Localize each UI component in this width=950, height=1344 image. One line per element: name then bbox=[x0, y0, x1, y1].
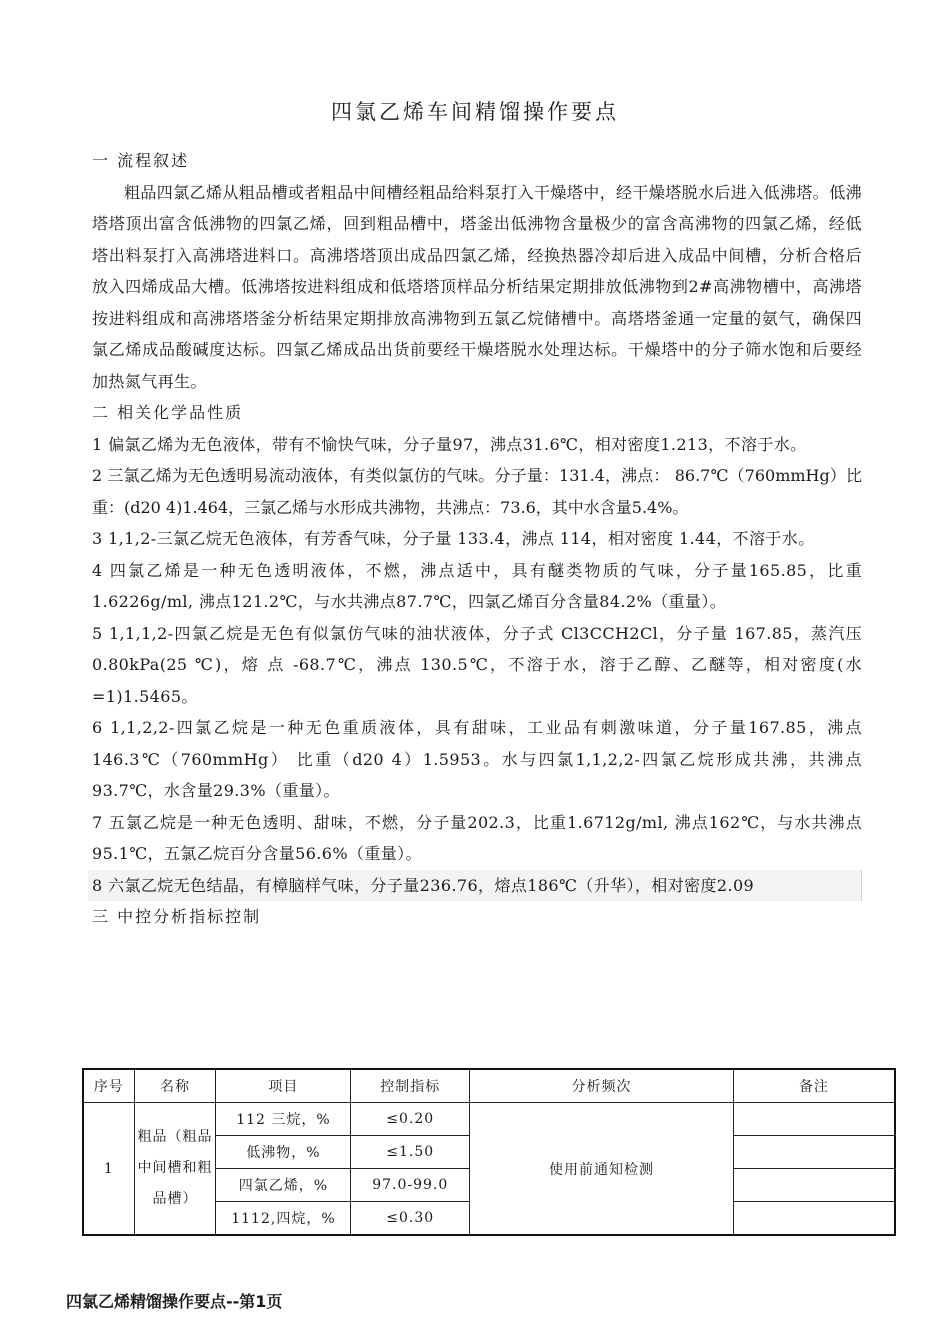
cell-frequency: 使用前通知检测 bbox=[470, 1103, 734, 1236]
property-item-1: 1 偏氯乙烯为无色液体，带有不愉快气味，分子量97，沸点31.6℃，相对密度1.213，不溶于水。 bbox=[92, 434, 807, 454]
page-footer: 四氯乙烯精馏操作要点--第1页 bbox=[66, 1292, 283, 1311]
cell-limit: 97.0-99.0 bbox=[351, 1169, 470, 1202]
cell-limit: ≤1.50 bbox=[351, 1136, 470, 1169]
cell-note bbox=[733, 1202, 895, 1236]
property-item-7: 7 五氯乙烷是一种无色透明、甜味，不燃，分子量202.3，比重1.6712g/ml, 沸点162℃，与水共沸点95.1℃，五氯乙烷百分含量56.6%（重量）。 bbox=[92, 812, 862, 863]
property-item-2: 2 三氯乙烯为无色透明易流动液体，有类似氯仿的气味。分子量：131.4，沸点： 86.7℃（760mmHg）比重：(d20 4)1.464，三氯乙烯与水形成共沸物，共沸点：73.6，其中水含量5.4%。 bbox=[92, 466, 862, 517]
property-item-5: 5 1,1,1,2-四氯乙烷是无色有似氯仿气味的油状液体，分子式 Cl3CCH2Cl，分子量 167.85，蒸汽压 0.80kPa(25 ℃)，熔 点 -68.7℃，沸点 130.5℃，不溶于水，溶于乙醇、乙醚等，相对密度(水=1)1.5465。 bbox=[92, 623, 862, 706]
cell-limit: ≤0.30 bbox=[351, 1202, 470, 1236]
property-item-3: 3 1,1,2-三氯乙烷无色液体，有芳香气味，分子量 133.4，沸点 114，相对密度 1.44，不溶于水。 bbox=[92, 529, 815, 548]
header-item: 项目 bbox=[216, 1069, 351, 1103]
cell-item: 低沸物，% bbox=[216, 1136, 351, 1169]
header-frequency: 分析频次 bbox=[470, 1069, 734, 1103]
cell-item: 四氯乙烯，% bbox=[216, 1169, 351, 1202]
cell-item: 112 三烷，% bbox=[216, 1103, 351, 1136]
cell-item: 1112,四烷，% bbox=[216, 1202, 351, 1236]
cell-note bbox=[733, 1136, 895, 1169]
property-item-6: 6 1,1,2,2-四氯乙烷是一种无色重质液体，具有甜味，工业品有刺激味道，分子量167.85，沸点146.3℃（760mmHg） 比重（d20 4）1.5953。水与四氯1,1,2,2-四氯乙烷形成共沸，共沸点93.7℃，水含量29.3%（重量）。 bbox=[92, 718, 862, 800]
cell-limit: ≤0.20 bbox=[351, 1103, 470, 1136]
section-1-heading: 一 流程叙述 bbox=[92, 151, 190, 170]
header-seq: 序号 bbox=[83, 1069, 134, 1103]
header-name: 名称 bbox=[134, 1069, 216, 1103]
cell-seq: 1 bbox=[83, 1103, 134, 1236]
section-3-heading: 三 中控分析指标控制 bbox=[92, 907, 262, 926]
control-index-table bbox=[82, 1068, 896, 1236]
table-header-row bbox=[83, 1069, 895, 1103]
section-2-heading: 二 相关化学品性质 bbox=[92, 403, 244, 422]
table-row bbox=[83, 1103, 895, 1136]
cell-note bbox=[733, 1103, 895, 1136]
header-note: 备注 bbox=[733, 1069, 895, 1103]
section-1-paragraph: 粗品四氯乙烯从粗品槽或者粗品中间槽经粗品给料泵打入干燥塔中，经干燥塔脱水后进入低沸塔。低沸塔塔顶出富含低沸物的四氯乙烯，回到粗品槽中，塔釜出低沸物含量极少的富含高沸物的四氯乙烯，经低塔出料泵打入高沸塔进料口。高沸塔塔顶出成品四氯乙烯，经换热器冷却后进入成品中间槽，分析合格后放入四烯成品大槽。低沸塔按进料组成和低塔塔顶样品分析结果定期排放低沸物到2#高沸物槽中，高沸塔按进料组成和高沸塔塔釜分析结果定期排放高沸物到五氯乙烷储槽中。高塔塔釜通一定量的氨气，确保四氯乙烯成品酸碱度达标。四氯乙烯成品出货前要经干燥塔脱水处理达标。干燥塔中的分子筛水饱和后要经加热氮气再生。 bbox=[92, 182, 863, 391]
cell-note bbox=[733, 1169, 895, 1202]
property-item-8: 8 六氯乙烷无色结晶，有樟脑样气味，分子量236.76，熔点186℃（升华），相对密度2.09 bbox=[88, 870, 862, 902]
cell-name: 粗品（粗品中间槽和粗品槽） bbox=[134, 1103, 216, 1236]
property-item-4: 4 四氯乙烯是一种无色透明液体，不燃，沸点适中，具有醚类物质的气味，分子量165.85，比重1.6226g/ml, 沸点121.2℃，与水共沸点87.7℃，四氯乙烯百分含量84.2%（重量）。 bbox=[92, 560, 862, 611]
document-body bbox=[92, 145, 862, 933]
document-title: 四氯乙烯车间精馏操作要点 bbox=[331, 100, 619, 124]
header-limit: 控制指标 bbox=[351, 1069, 470, 1103]
